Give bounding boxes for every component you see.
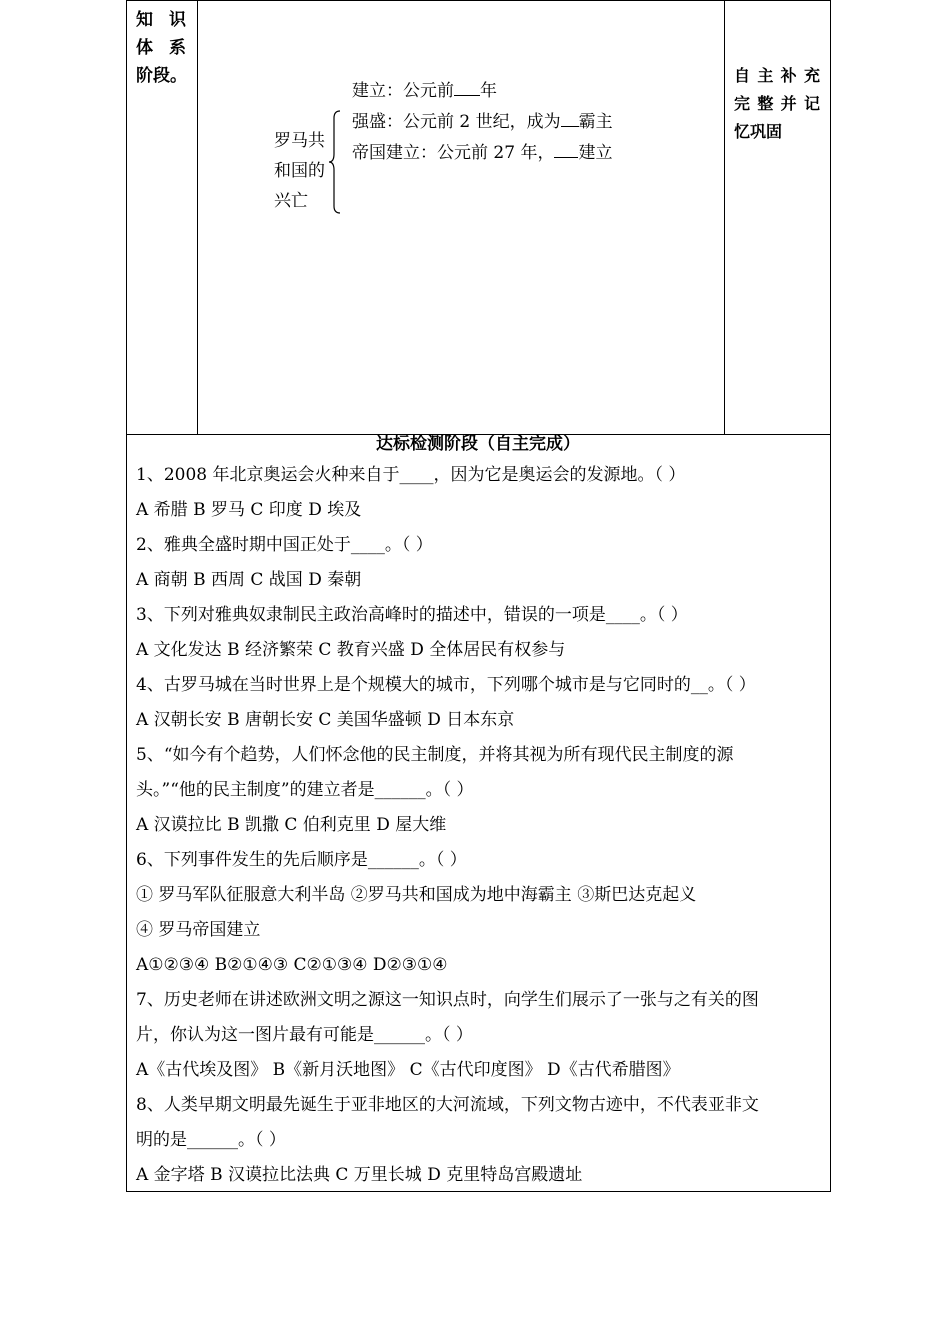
table-top-border [126, 0, 831, 1]
options-line: A 汉朝长安 B 唐朝长安 C 美国华盛顿 D 日本东京 [136, 710, 515, 730]
point-text: 年 [480, 81, 497, 101]
roman-label-line: 兴亡 [274, 191, 308, 211]
left-label-line3: 阶段。 [136, 66, 187, 86]
right-label-char: 整 [757, 94, 774, 113]
right-label-char: 补 [780, 66, 797, 85]
self-study-label [734, 62, 822, 146]
options-line: A 希腊 B 罗马 C 印度 D 埃及 [136, 500, 362, 520]
right-label-char: 充 [803, 66, 820, 85]
question-line: 2、雅典全盛时期中国正处于____。（ ） [136, 535, 433, 555]
point-empire [352, 138, 613, 169]
question-list [136, 458, 824, 1193]
question-line: 8、人类早期文明最先诞生于亚非地区的大河流域，下列文物古迹中，不代表亚非文 [136, 1095, 759, 1115]
left-label-char: 知 [136, 10, 153, 30]
point-text: 建立：公元前 [352, 81, 454, 101]
question-line: 6、下列事件发生的先后顺序是______。（ ） [136, 850, 467, 870]
roman-label-line: 和国的 [274, 161, 325, 181]
options-line: A①②③④ B②①④③ C②①③④ D②③①④ [136, 955, 448, 975]
table-left-border [126, 0, 127, 1192]
left-label-char: 识 [169, 10, 186, 30]
events-line: ④ 罗马帝国建立 [136, 920, 261, 940]
right-label-line3: 忆巩固 [734, 122, 783, 141]
question-line: 3、下列对雅典奴隶制民主政治高峰时的描述中，错误的一项是____。（ ） [136, 605, 688, 625]
question-line: 7、历史老师在讲述欧洲文明之源这一知识点时，向学生们展示了一张与之有关的图 [136, 990, 759, 1010]
point-text: 强盛：公元前 2 世纪，成为 [352, 112, 561, 132]
roman-label-line: 罗马共 [274, 131, 325, 151]
left-label-char: 体 [136, 38, 153, 58]
events-line: ① 罗马军队征服意大利半岛 ②罗马共和国成为地中海霸主 ③斯巴达克起义 [136, 885, 697, 905]
roman-republic-points [352, 76, 613, 169]
question-line: 5、“如今有个趋势，人们怀念他的民主制度，并将其视为所有现代民主制度的源 [136, 745, 734, 765]
right-label-char: 完 [734, 94, 751, 113]
column-divider-right [724, 0, 725, 434]
right-label-char: 记 [803, 94, 820, 113]
point-prosperity [352, 107, 613, 138]
point-founding [352, 76, 613, 107]
options-line: A 金字塔 B 汉谟拉比法典 C 万里长城 D 克里特岛宫殿遗址 [136, 1165, 583, 1185]
options-line: A 商朝 B 西周 C 战国 D 秦朝 [136, 570, 362, 590]
knowledge-stage-label [136, 6, 192, 90]
fill-blank[interactable] [561, 110, 579, 127]
left-label-char: 系 [169, 38, 186, 58]
question-line: 头。”“他的民主制度”的建立者是______。（ ） [136, 780, 474, 800]
options-line: A 文化发达 B 经济繁荣 C 教育兴盛 D 全体居民有权参与 [136, 640, 566, 660]
fill-blank[interactable] [554, 141, 578, 158]
point-text: 霸主 [578, 112, 613, 132]
question-line: 明的是______。（ ） [136, 1130, 286, 1150]
point-text: 建立 [578, 143, 613, 163]
column-divider-left [197, 0, 198, 434]
point-text: 帝国建立：公元前 27 年， [352, 143, 555, 163]
question-line: 片，你认为这一图片最有可能是______。（ ） [136, 1025, 473, 1045]
section-title: 达标检测阶段（自主完成） [376, 434, 580, 454]
question-line: 1、2008 年北京奥运会火种来自于____，因为它是奥运会的发源地。（ ） [136, 465, 686, 485]
options-line: A 汉谟拉比 B 凯撒 C 伯利克里 D 屋大维 [136, 815, 447, 835]
right-label-char: 主 [757, 66, 774, 85]
right-label-char: 并 [780, 94, 797, 113]
curly-brace-icon [328, 110, 342, 214]
options-line: A《古代埃及图》 B《新月沃地图》 C《古代印度图》 D《古代希腊图》 [136, 1060, 680, 1080]
question-line: 4、古罗马城在当时世界上是个规模大的城市，下列哪个城市是与它同时的__。（ ） [136, 675, 756, 695]
table-right-border [830, 0, 831, 1192]
right-label-char: 自 [734, 66, 751, 85]
fill-blank[interactable] [454, 79, 480, 96]
roman-republic-label [274, 126, 325, 216]
